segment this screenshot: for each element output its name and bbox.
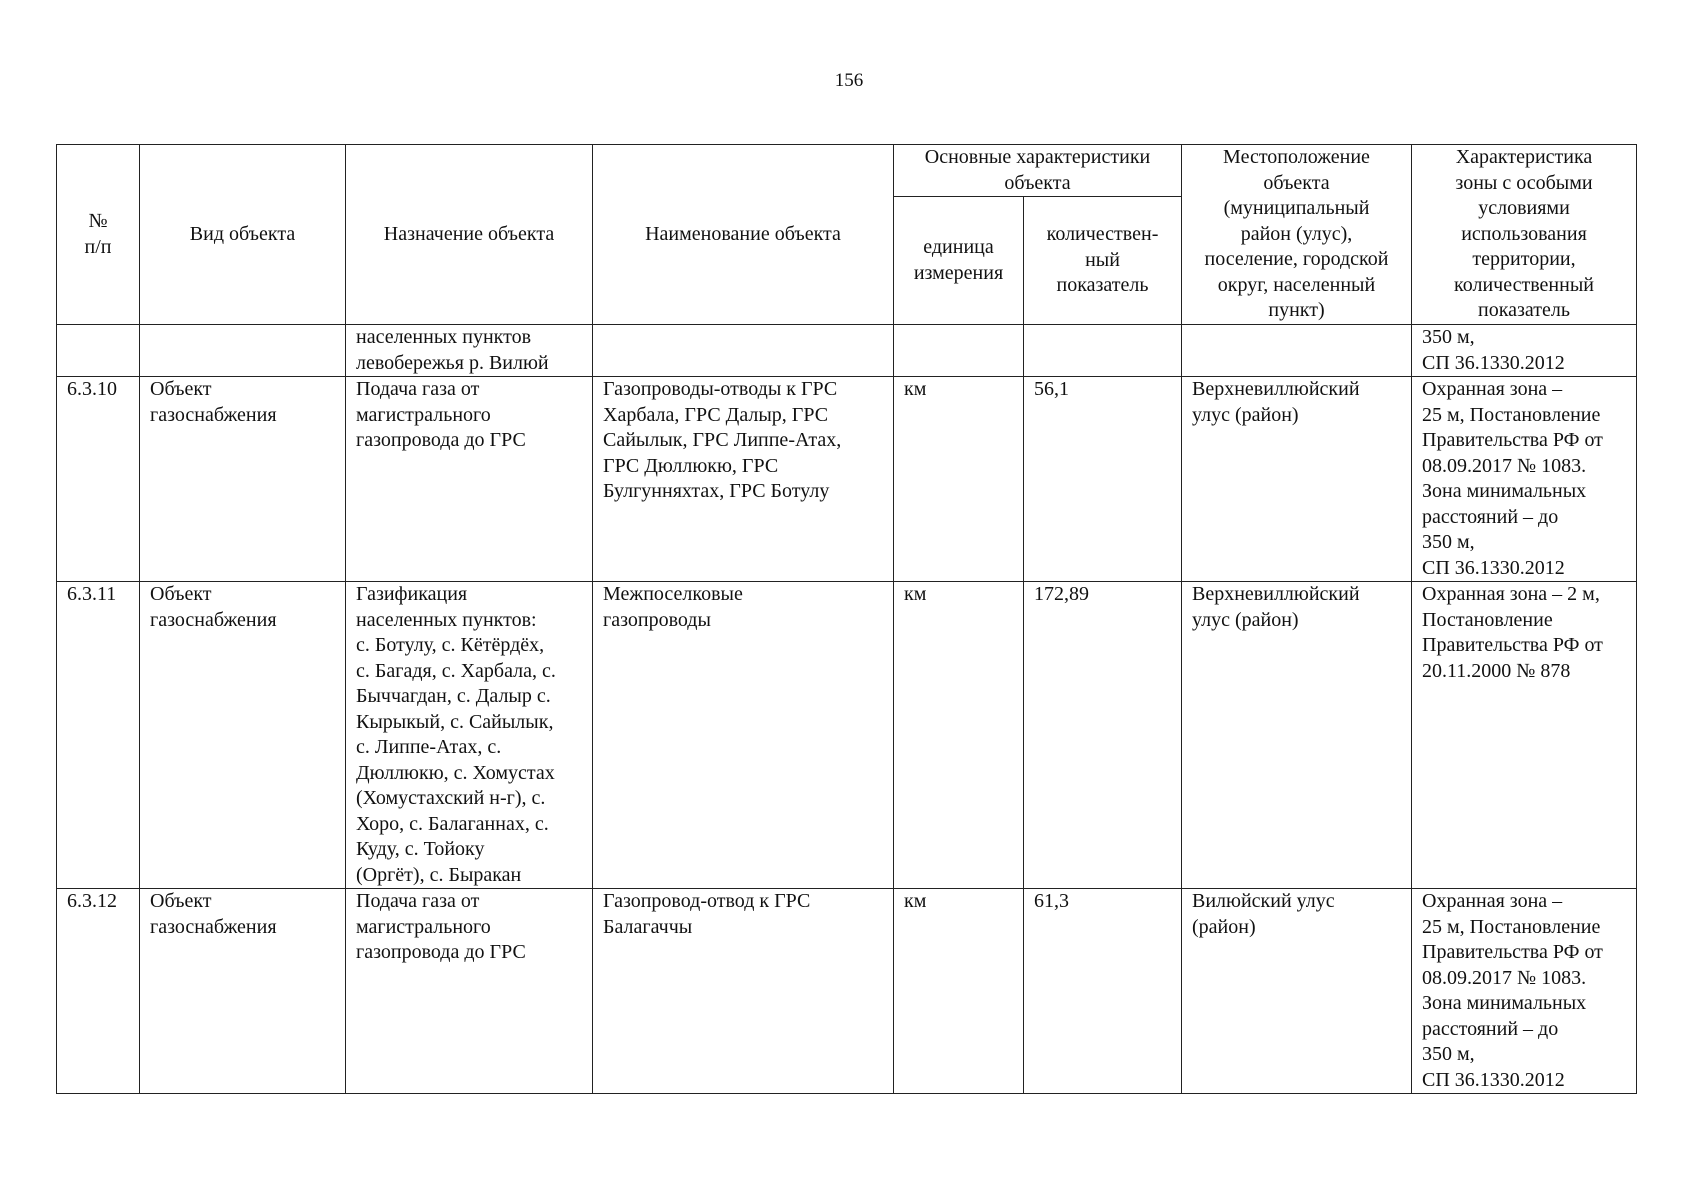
header-zone: Характеристика зоны с особыми условиями использования территории, количественный показатель	[1412, 145, 1637, 325]
header-main-characteristics: Основные характеристики объекта	[894, 145, 1182, 197]
cell-type: Объект газоснабжения	[140, 582, 346, 889]
cell-type: Объект газоснабжения	[140, 377, 346, 582]
cell-quantity: 61,3	[1024, 889, 1182, 1094]
table-header-row	[57, 145, 1637, 197]
objects-table	[56, 144, 1637, 1094]
cell-num: 6.3.11	[57, 582, 140, 889]
cell-zone: Охранная зона – 2 м, Постановление Правительства РФ от 20.11.2000 № 878	[1412, 582, 1637, 889]
page-number: 156	[834, 70, 864, 91]
header-unit: единица измерения	[894, 197, 1024, 325]
cell-num: 6.3.10	[57, 377, 140, 582]
cell-unit: км	[894, 889, 1024, 1094]
cell-unit: км	[894, 582, 1024, 889]
header-purpose: Назначение объекта	[346, 145, 593, 325]
cell-unit: км	[894, 377, 1024, 582]
cell-num	[57, 325, 140, 377]
cell-zone: Охранная зона – 25 м, Постановление Правительства РФ от 08.09.2017 № 1083. Зона минимальных расстояний – до 350 м, СП 36.1330.2012	[1412, 377, 1637, 582]
table-row	[57, 889, 1637, 1094]
table-row	[57, 377, 1637, 582]
cell-purpose: Подача газа от магистрального газопровода до ГРС	[346, 377, 593, 582]
cell-type	[140, 325, 346, 377]
cell-purpose: Газификация населенных пунктов: с. Ботулу, с. Кётёрдёх, с. Багадя, с. Харбала, с. Быччагдан, с. Далыр с. Кырыкый, с. Сайылык, с. Липпе-Атах, с. Дюллюкю, с. Хомустах (Хомустахский н-г), с. Хоро, с. Балаганнах, с. Куду, с. Тойоку (Оргёт), с. Быракан	[346, 582, 593, 889]
table-row	[57, 325, 1637, 377]
cell-name: Межпоселковые газопроводы	[593, 582, 894, 889]
cell-name: Газопроводы-отводы к ГРС Харбала, ГРС Далыр, ГРС Сайылык, ГРС Липпе-Атах, ГРС Дюллюкю, ГРС Булгунняхтах, ГРС Ботулу	[593, 377, 894, 582]
cell-location	[1182, 325, 1412, 377]
cell-location: Вилюйский улус (район)	[1182, 889, 1412, 1094]
header-name: Наименование объекта	[593, 145, 894, 325]
header-location: Местоположение объекта (муниципальный район (улус), поселение, городской округ, населенный пункт)	[1182, 145, 1412, 325]
cell-zone: 350 м, СП 36.1330.2012	[1412, 325, 1637, 377]
cell-purpose: населенных пунктов левобережья р. Вилюй	[346, 325, 593, 377]
table-row	[57, 582, 1637, 889]
cell-unit	[894, 325, 1024, 377]
cell-quantity: 172,89	[1024, 582, 1182, 889]
header-num: № п/п	[57, 145, 140, 325]
cell-quantity	[1024, 325, 1182, 377]
cell-zone: Охранная зона – 25 м, Постановление Правительства РФ от 08.09.2017 № 1083. Зона минимальных расстояний – до 350 м, СП 36.1330.2012	[1412, 889, 1637, 1094]
cell-name: Газопровод-отвод к ГРС Балагаччы	[593, 889, 894, 1094]
cell-quantity: 56,1	[1024, 377, 1182, 582]
cell-num: 6.3.12	[57, 889, 140, 1094]
cell-purpose: Подача газа от магистрального газопровода до ГРС	[346, 889, 593, 1094]
cell-location: Верхневиллюйский улус (район)	[1182, 582, 1412, 889]
cell-name	[593, 325, 894, 377]
header-quantity: количествен- ный показатель	[1024, 197, 1182, 325]
header-type: Вид объекта	[140, 145, 346, 325]
cell-location: Верхневиллюйский улус (район)	[1182, 377, 1412, 582]
cell-type: Объект газоснабжения	[140, 889, 346, 1094]
